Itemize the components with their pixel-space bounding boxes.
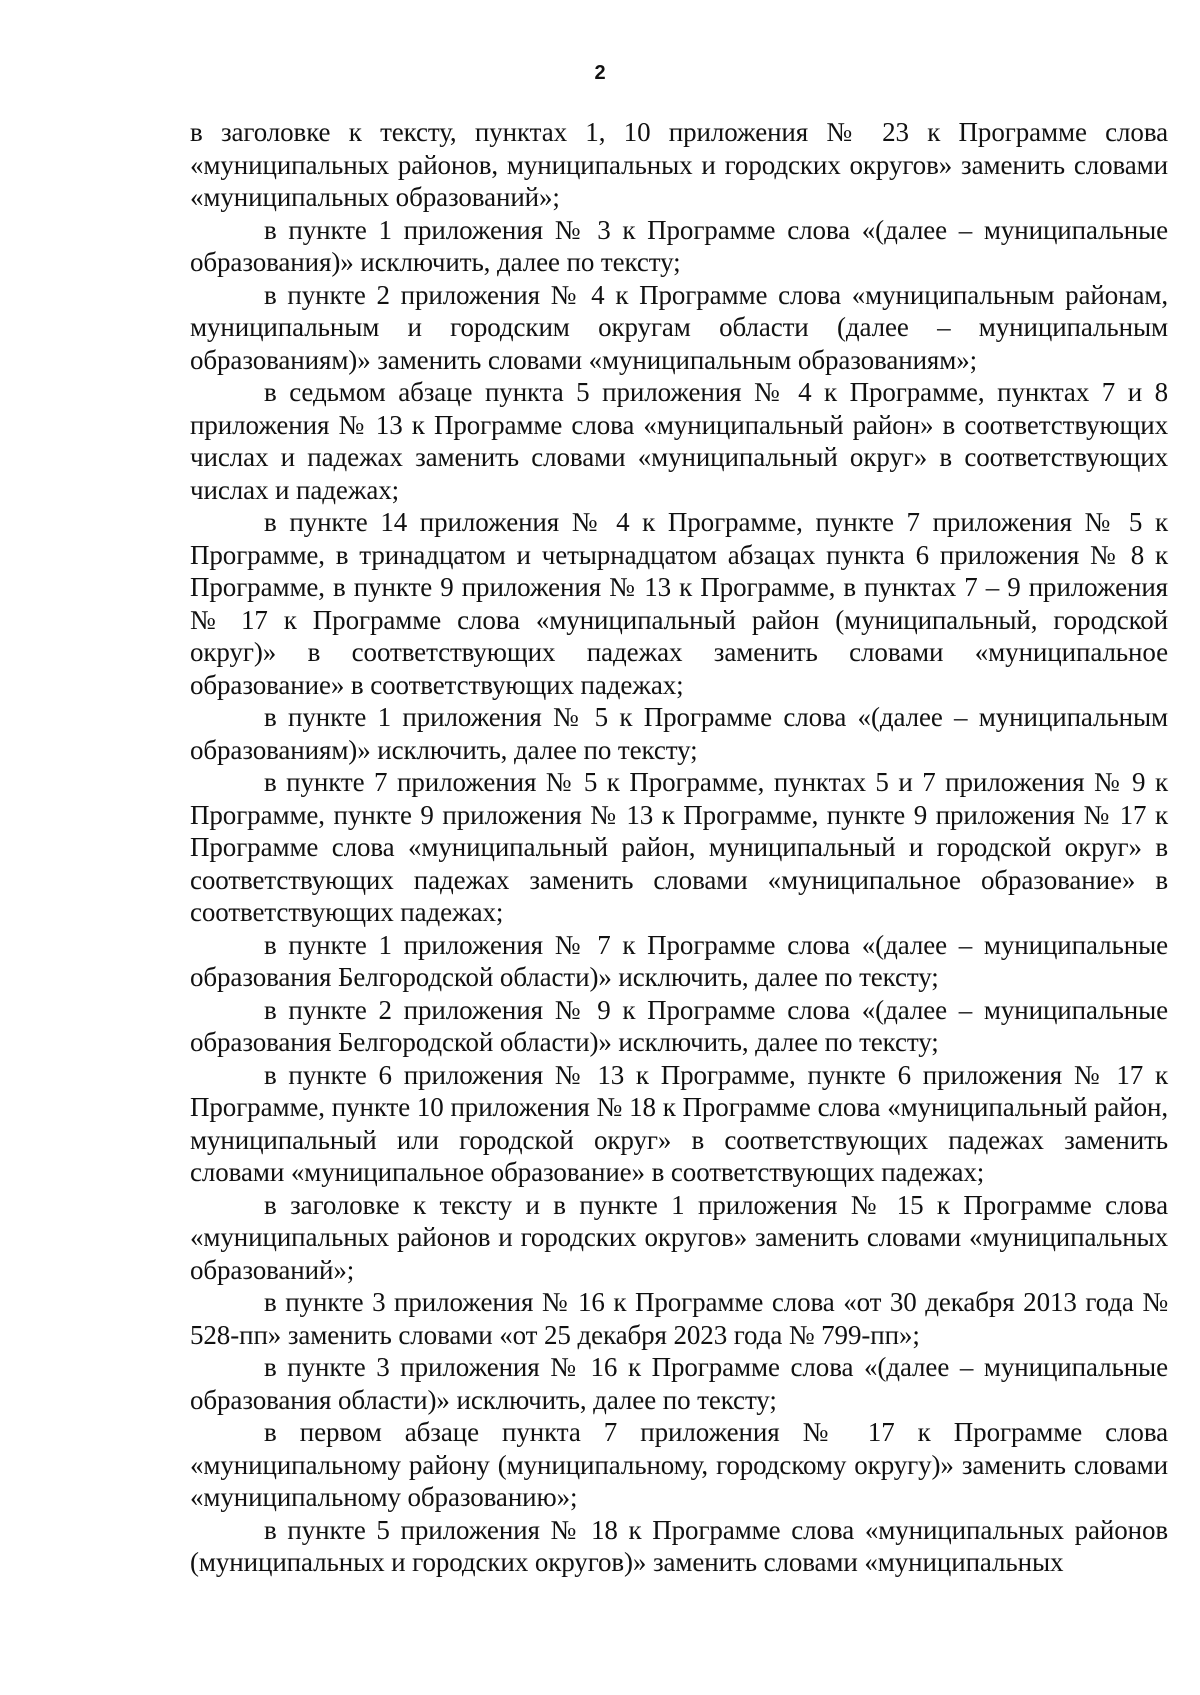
paragraph-13: в пункте 3 приложения № 16 к Программе слова «(далее – муниципальные образования области)» исключить, далее по тексту;: [190, 1352, 1168, 1415]
paragraph-9: в пункте 2 приложения № 9 к Программе слова «(далее – муниципальные образования Белгородской области)» исключить, далее по тексту;: [190, 994, 1168, 1057]
paragraph-14: в первом абзаце пункта 7 приложения № 17 к Программе слова «муниципальному району (муниципальному, городскому округу)» заменить словами «муниципальному образованию»;: [190, 1417, 1168, 1512]
paragraph-5: в пункте 14 приложения № 4 к Программе, пункте 7 приложения № 5 к Программе, в тринадцатом и четырнадцатом абзацах пункта 6 приложения № 8 к Программе, в пункте 9 приложения № 13 к Программе, в пунктах 7 – 9 приложения № 17 к Программе слова «муниципальный район (муниципальный, городской округ)» в соответствующих падежах заменить словами «муниципальное образование» в соответствующих падежах;: [190, 507, 1168, 700]
paragraph-10: в пункте 6 приложения № 13 к Программе, пункте 6 приложения № 17 к Программе, пункте 10 приложения № 18 к Программе слова «муниципальный район, муниципальный или городской округ» в соответствующих падежах заменить словами «муниципальное образование» в соответствующих падежах;: [190, 1059, 1168, 1187]
paragraph-11: в заголовке к тексту и в пункте 1 приложения № 15 к Программе слова «муниципальных районов и городских округов» заменить словами «муниципальных образований»;: [190, 1189, 1168, 1285]
document-body: [190, 116, 1168, 1579]
paragraph-6: в пункте 1 приложения № 5 к Программе слова «(далее – муниципальным образованиям)» исключить, далее по тексту;: [190, 702, 1168, 765]
paragraph-8: в пункте 1 приложения № 7 к Программе слова «(далее – муниципальные образования Белгородской области)» исключить, далее по тексту;: [190, 929, 1168, 992]
paragraph-1: в заголовке к тексту, пунктах 1, 10 приложения № 23 к Программе слова «муниципальных районов, муниципальных и городских округов» заменить словами «муниципальных образований»;: [190, 117, 1168, 212]
paragraph-4: в седьмом абзаце пункта 5 приложения № 4 к Программе, пунктах 7 и 8 приложения № 13 к Программе слова «муниципальный район» в соответствующих числах и падежах заменить словами «муниципальный округ» в соответствующих числах и падежах;: [190, 377, 1168, 505]
paragraph-2: в пункте 1 приложения № 3 к Программе слова «(далее – муниципальные образования)» исключить, далее по тексту;: [190, 214, 1168, 277]
page-number: 2: [594, 62, 606, 84]
paragraph-7: в пункте 7 приложения № 5 к Программе, пунктах 5 и 7 приложения № 9 к Программе, пункте 9 приложения № 13 к Программе, пункте 9 приложения № 17 к Программе слова «муниципальный район, муниципальный и городской округ» в соответствующих падежах заменить словами «муниципальное образование» в соответствующих падежах;: [190, 767, 1168, 927]
paragraph-3: в пункте 2 приложения № 4 к Программе слова «муниципальным районам, муниципальным и городским округам области (далее – муниципальным образованиям)» заменить словами «муниципальным образованиям»;: [190, 279, 1168, 375]
paragraph-15: в пункте 5 приложения № 18 к Программе слова «муниципальных районов (муниципальных и городских округов)» заменить словами «муниципальных: [190, 1514, 1168, 1577]
paragraph-12: в пункте 3 приложения № 16 к Программе слова «от 30 декабря 2013 года № 528-пп» заменить словами «от 25 декабря 2023 года № 799-пп»;: [190, 1287, 1168, 1350]
